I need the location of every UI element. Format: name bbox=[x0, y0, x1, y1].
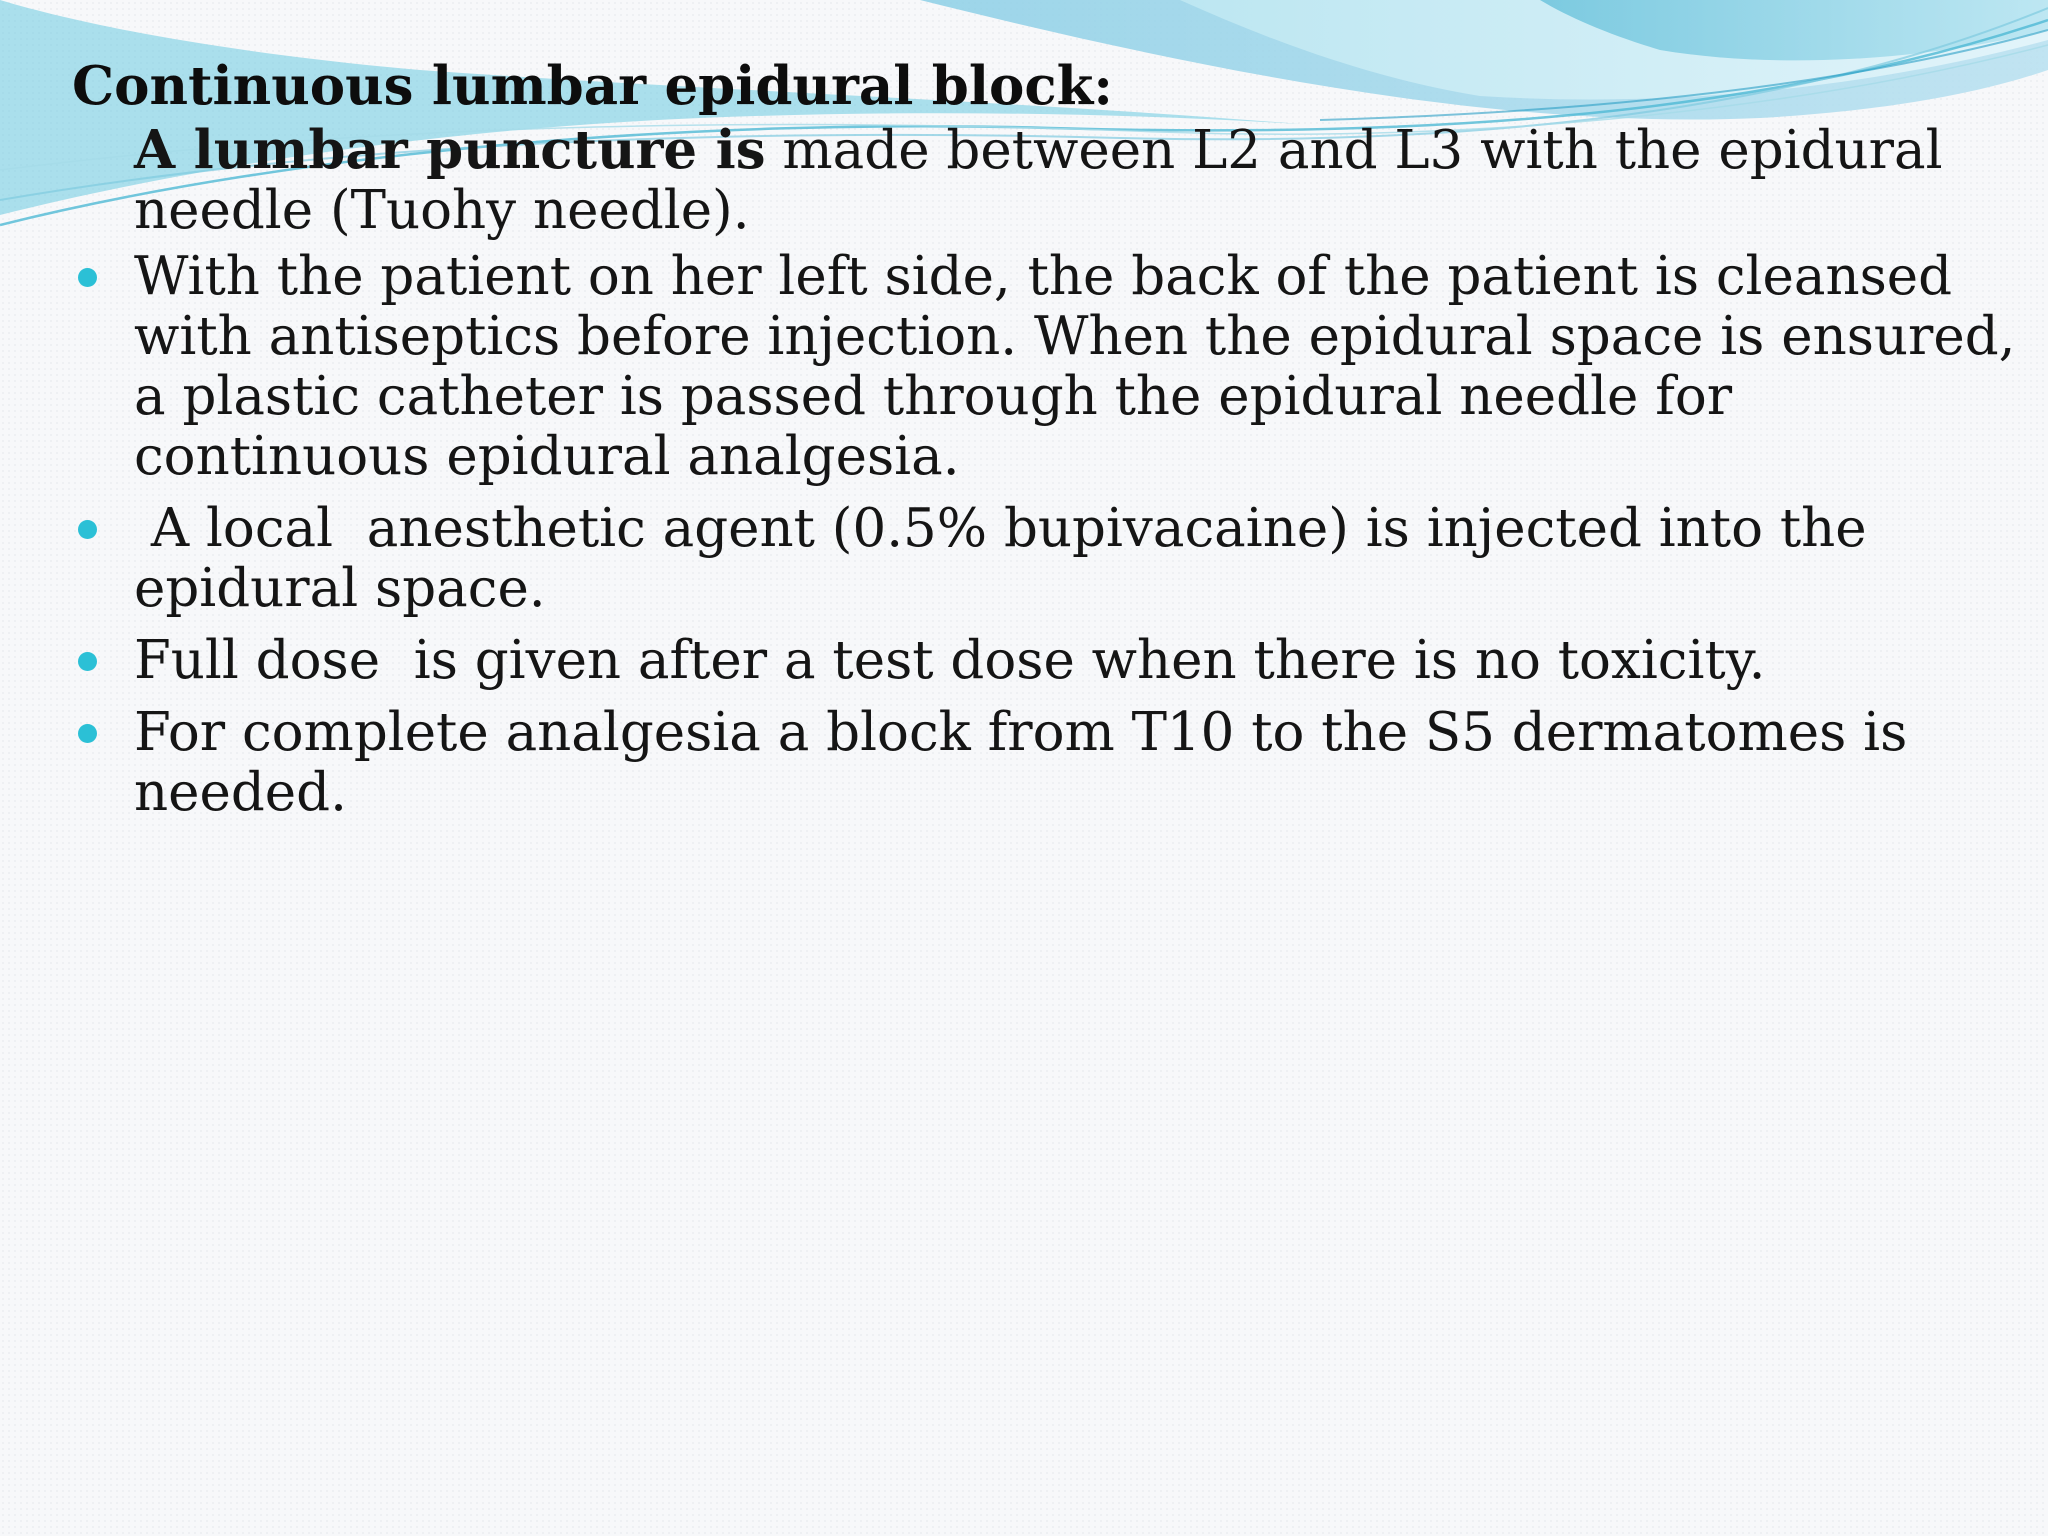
list-item bbox=[72, 247, 2032, 487]
list-item bbox=[72, 703, 2032, 823]
slide-title: Continuous lumbar epidural block: bbox=[72, 55, 1113, 117]
intro-paragraph bbox=[134, 120, 2032, 241]
bullet-text: For complete analgesia a block from T10 to the S5 dermatomes is needed. bbox=[134, 702, 1908, 823]
bullet-text: Full dose is given after a test dose when there is no toxicity. bbox=[134, 630, 1766, 691]
intro-rest: made between L2 and L3 with the epidural needle (Tuohy needle). bbox=[134, 120, 1943, 241]
bullet-text: A local anesthetic agent (0.5% bupivacaine) is injected into the epidural space. bbox=[134, 498, 1884, 619]
intro-lead-bold: A lumbar puncture is bbox=[134, 119, 766, 181]
bullet-dot-icon bbox=[78, 724, 97, 743]
bullet-text: With the patient on her left side, the back of the patient is cleansed with antiseptics before injection. When the epidural space is ensured, a plastic catheter is passed through the epidural needle for continuous epidural analgesia. bbox=[134, 246, 2016, 487]
bullet-dot-icon bbox=[78, 652, 97, 671]
slide-content bbox=[72, 52, 2032, 835]
bullet-dot-icon bbox=[78, 520, 97, 539]
bullet-list bbox=[72, 247, 2032, 823]
list-item bbox=[72, 499, 2032, 619]
list-item bbox=[72, 631, 2032, 691]
bullet-dot-icon bbox=[78, 268, 97, 287]
